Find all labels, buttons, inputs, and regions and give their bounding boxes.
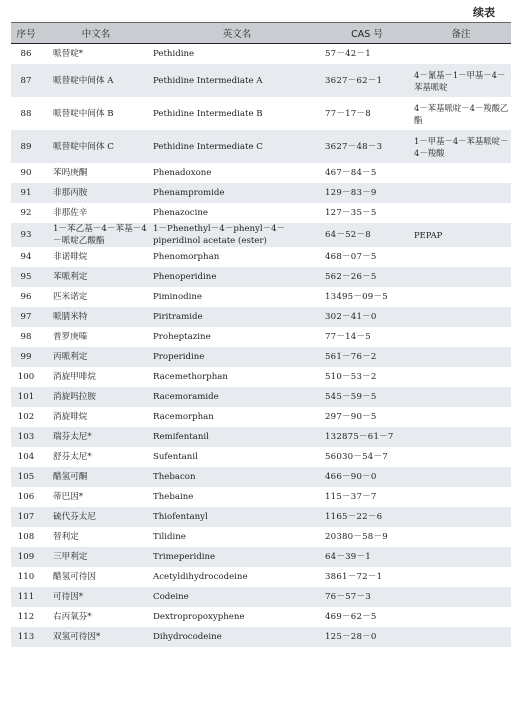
table-row <box>11 487 511 507</box>
table-row <box>11 547 511 567</box>
chinese-name-cell: 消旋甲啡烷 <box>53 372 96 382</box>
cas-number-cell: 1165－22－6 <box>323 507 411 527</box>
cas-number-cell: 127－35－5 <box>325 208 377 218</box>
table-body <box>11 44 511 648</box>
cas-number-cell: 297－90－5 <box>325 412 377 422</box>
chinese-name-cell: 三甲利定 <box>41 547 151 567</box>
remarks-cell <box>411 183 511 203</box>
cas-number-cell: 302－41－0 <box>323 307 411 327</box>
remarks-cell <box>411 327 511 347</box>
table-row <box>11 507 511 527</box>
cas-number-cell: 77－14－5 <box>325 332 371 342</box>
row-number: 109 <box>11 547 41 567</box>
remarks-cell <box>411 163 511 183</box>
chinese-name-cell: 哌替啶* <box>53 49 84 59</box>
table-row <box>11 367 511 387</box>
row-number: 107 <box>11 507 41 527</box>
remarks-cell <box>411 407 511 427</box>
col-header-remarks: 备注 <box>411 23 511 44</box>
remarks-cell <box>411 247 511 267</box>
chinese-name-cell: 1－苯乙基－4－苯基－4－哌啶乙酸酯 <box>41 223 151 247</box>
remarks-cell: PEPAP <box>411 223 511 247</box>
row-number: 111 <box>11 587 41 607</box>
cas-number-cell: 57－42－1 <box>325 49 371 59</box>
table-row <box>11 627 511 647</box>
remarks-cell: 4－氰基－1－甲基－4－苯基哌啶 <box>411 64 511 97</box>
row-number: 89 <box>11 130 41 163</box>
col-header-chinese-name: 中文名 <box>41 23 151 44</box>
remarks-cell <box>411 547 511 567</box>
english-name-cell: Thiofentanyl <box>151 507 323 527</box>
row-number: 92 <box>20 208 32 218</box>
row-number: 90 <box>20 168 32 178</box>
chinese-name-cell: 匹米诺定 <box>53 292 88 302</box>
english-name-cell: Properidine <box>151 347 323 367</box>
remarks-cell <box>411 203 511 223</box>
substance-table <box>11 22 511 647</box>
english-name-cell: Pethidine <box>153 49 195 59</box>
remarks-cell <box>411 507 511 527</box>
table-row <box>11 203 511 223</box>
cas-number-cell: 562－26－5 <box>323 267 411 287</box>
chinese-name-cell: 蒂巴因* <box>53 492 84 502</box>
chinese-name-cell: 哌腈米特 <box>41 307 151 327</box>
chinese-name-cell: 双氢可待因* <box>41 627 151 647</box>
english-name-cell: Dextropropoxyphene <box>153 612 245 622</box>
row-number: 98 <box>20 332 32 342</box>
table-row <box>11 287 511 307</box>
cas-number-cell: 132875－61－7 <box>323 427 411 447</box>
chinese-name-cell: 瑞芬太尼* <box>41 427 151 447</box>
row-number: 104 <box>17 452 35 462</box>
cas-number-cell: 561－76－2 <box>323 347 411 367</box>
english-name-cell: Acetyldihydrocodeine <box>153 572 248 582</box>
chinese-name-cell: 舒芬太尼* <box>53 452 92 462</box>
row-number: 101 <box>11 387 41 407</box>
chinese-name-cell: 硫代芬太尼 <box>41 507 151 527</box>
table-row <box>11 347 511 367</box>
chinese-name-cell: 右丙氧芬* <box>53 612 92 622</box>
english-name-cell: Codeine <box>151 587 323 607</box>
remarks-cell: 4－苯基哌啶－4－羧酸乙酯 <box>414 102 509 125</box>
remarks-cell <box>411 487 511 507</box>
table-row <box>11 407 511 427</box>
remarks-cell <box>411 307 511 327</box>
table-row <box>11 467 511 487</box>
table-row <box>11 387 511 407</box>
remarks-cell <box>411 567 511 587</box>
chinese-name-cell: 可待因* <box>41 587 151 607</box>
chinese-name-cell: 哌替啶中间体 A <box>41 64 151 97</box>
english-name-cell: Thebacon <box>151 467 323 487</box>
row-number: 97 <box>11 307 41 327</box>
chinese-name-cell: 非诺啡烷 <box>53 252 88 262</box>
chinese-name-cell: 哌替啶中间体 B <box>53 108 114 119</box>
cas-number-cell: 467－84－5 <box>325 168 377 178</box>
remarks-cell <box>411 427 511 447</box>
cas-number-cell: 466－90－0 <box>323 467 411 487</box>
remarks-cell <box>411 267 511 287</box>
row-number: 94 <box>20 252 32 262</box>
table-row <box>11 427 511 447</box>
row-number: 100 <box>17 372 35 382</box>
english-name-cell: Sufentanil <box>153 452 198 462</box>
table-row <box>11 130 511 163</box>
chinese-name-cell: 哌替啶中间体 C <box>41 130 151 163</box>
remarks-cell <box>411 467 511 487</box>
chinese-name-cell: 普罗庚嗪 <box>53 332 88 342</box>
english-name-cell: Proheptazine <box>153 332 211 342</box>
table-row <box>11 307 511 327</box>
chinese-name-cell: 替利定 <box>53 532 79 542</box>
row-number: 88 <box>20 108 32 119</box>
table-row <box>11 44 511 65</box>
row-number: 110 <box>17 572 35 582</box>
row-number: 91 <box>11 183 41 203</box>
english-name-cell: Phenazocine <box>153 208 208 218</box>
cas-number-cell: 3627－48－3 <box>323 130 411 163</box>
chinese-name-cell: 醋氢可酮 <box>41 467 151 487</box>
remarks-cell <box>411 44 511 65</box>
chinese-name-cell: 非那佐辛 <box>53 208 88 218</box>
table-row <box>11 327 511 347</box>
row-number: 99 <box>11 347 41 367</box>
row-number: 102 <box>17 412 35 422</box>
cas-number-cell: 125－28－0 <box>323 627 411 647</box>
row-number: 96 <box>20 292 32 302</box>
table-row <box>11 527 511 547</box>
continued-label: 续表 <box>473 6 495 19</box>
row-number: 87 <box>11 64 41 97</box>
table-row <box>11 247 511 267</box>
cas-number-cell: 510－53－2 <box>325 372 377 382</box>
col-header-number: 序号 <box>11 23 41 44</box>
table-row <box>11 447 511 467</box>
english-name-cell: Racemethorphan <box>153 372 228 382</box>
english-name-cell: Trimeperidine <box>151 547 323 567</box>
cas-number-cell: 64－52－8 <box>323 223 411 247</box>
cas-number-cell: 64－39－1 <box>323 547 411 567</box>
english-name-cell: Pethidine Intermediate C <box>151 130 323 163</box>
table-row <box>11 607 511 627</box>
chinese-name-cell: 丙哌利定 <box>41 347 151 367</box>
chinese-name-cell: 消旋啡烷 <box>53 412 88 422</box>
row-number: 93 <box>11 223 41 247</box>
table-row <box>11 587 511 607</box>
row-number: 105 <box>11 467 41 487</box>
english-name-cell: Phenadoxone <box>153 168 212 178</box>
cas-number-cell: 129－83－9 <box>323 183 411 203</box>
remarks-cell <box>411 287 511 307</box>
cas-number-cell: 20380－58－9 <box>325 532 388 542</box>
english-name-cell: Racemoramide <box>151 387 323 407</box>
cas-number-cell: 56030－54－7 <box>325 452 388 462</box>
remarks-cell <box>411 527 511 547</box>
chinese-name-cell: 消旋吗拉胺 <box>41 387 151 407</box>
english-name-cell: 1－Phenethyl－4－phenyl－4－piperidinol acetate (ester) <box>151 223 323 247</box>
english-name-cell: Pethidine Intermediate B <box>153 108 263 119</box>
english-name-cell: Phenoperidine <box>151 267 323 287</box>
english-name-cell: Pethidine Intermediate A <box>151 64 323 97</box>
cas-number-cell: 3861－72－1 <box>325 572 383 582</box>
remarks-cell <box>411 447 511 467</box>
row-number: 103 <box>11 427 41 447</box>
cas-number-cell: 77－17－8 <box>325 108 371 119</box>
row-number: 86 <box>20 49 32 59</box>
remarks-cell <box>411 347 511 367</box>
row-number: 106 <box>17 492 35 502</box>
cas-number-cell: 469－62－5 <box>325 612 377 622</box>
row-number: 108 <box>17 532 35 542</box>
cas-number-cell: 13495－09－5 <box>325 292 388 302</box>
cas-number-cell: 115－37－7 <box>325 492 377 502</box>
row-number: 112 <box>17 612 35 622</box>
row-number: 95 <box>11 267 41 287</box>
english-name-cell: Thebaine <box>153 492 194 502</box>
col-header-cas-number: CAS 号 <box>323 23 411 44</box>
table-row <box>11 567 511 587</box>
english-name-cell: Phenomorphan <box>153 252 220 262</box>
table-row <box>11 267 511 287</box>
chinese-name-cell: 苯吗庚酮 <box>53 168 88 178</box>
cas-number-cell: 468－07－5 <box>325 252 377 262</box>
col-header-english-name: 英文名 <box>151 23 323 44</box>
remarks-cell <box>411 587 511 607</box>
remarks-cell <box>411 627 511 647</box>
cas-number-cell: 76－57－3 <box>323 587 411 607</box>
english-name-cell: Piritramide <box>151 307 323 327</box>
english-name-cell: Tilidine <box>153 532 186 542</box>
remarks-cell: 1－甲基－4－苯基哌啶－4－羧酸 <box>411 130 511 163</box>
remarks-cell <box>411 387 511 407</box>
row-number: 113 <box>11 627 41 647</box>
cas-number-cell: 3627－62－1 <box>323 64 411 97</box>
cas-number-cell: 545－59－5 <box>323 387 411 407</box>
table-row <box>11 163 511 183</box>
table-row <box>11 223 511 247</box>
chinese-name-cell: 非那丙胺 <box>41 183 151 203</box>
english-name-cell: Piminodine <box>153 292 203 302</box>
chinese-name-cell: 醋氢可待因 <box>53 572 96 582</box>
chinese-name-cell: 苯哌利定 <box>41 267 151 287</box>
table-row <box>11 64 511 97</box>
table-row <box>11 97 511 130</box>
remarks-cell <box>411 607 511 627</box>
table-row <box>11 183 511 203</box>
english-name-cell: Racemorphan <box>153 412 214 422</box>
english-name-cell: Dihydrocodeine <box>151 627 323 647</box>
english-name-cell: Remifentanil <box>151 427 323 447</box>
table-header-row <box>11 23 511 44</box>
english-name-cell: Phenampromide <box>151 183 323 203</box>
remarks-cell <box>411 367 511 387</box>
